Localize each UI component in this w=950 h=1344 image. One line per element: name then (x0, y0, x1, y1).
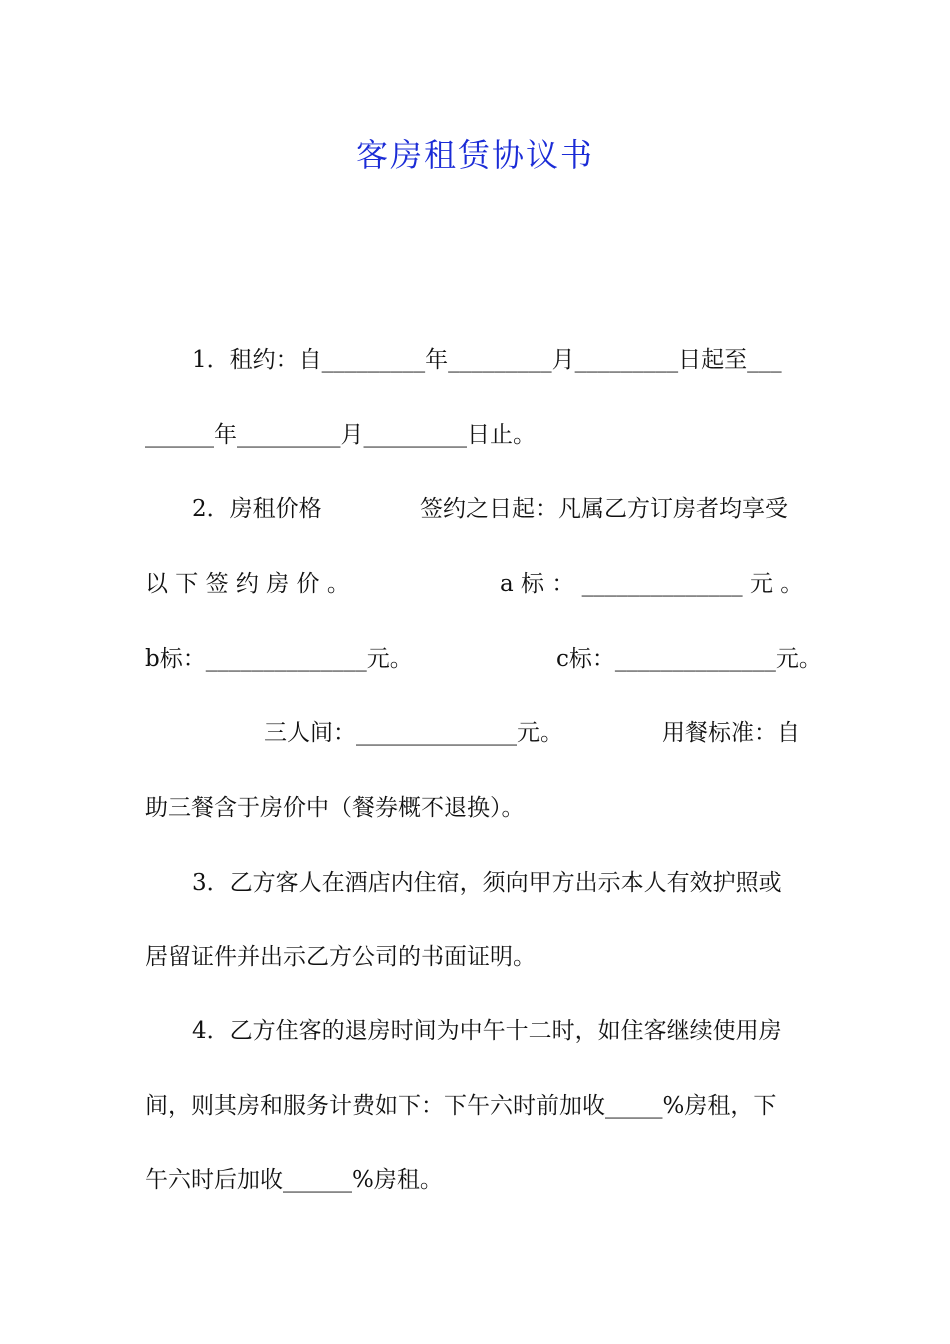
clause-4-line-3: 午六时后加收______%房租。 (145, 1167, 443, 1193)
clause-2-price-triple: 三人间：______________元。 (264, 720, 563, 746)
clause-3-line-2: 居留证件并出示乙方公司的书面证明。 (145, 944, 536, 970)
clause-2-line-2-left: 以 下 签 约 房 价 。 (145, 571, 350, 597)
clause-1-line-1: 1．租约：自_________年_________月_________日起至___ (192, 347, 782, 373)
clause-2-price-b: b标：______________元。 (145, 646, 413, 672)
clause-4-line-2: 间，则其房和服务计费如下：下午六时前加收_____%房租，下 (145, 1093, 777, 1119)
clause-2-price-c: c标：______________元。 (556, 646, 822, 672)
clause-2-line-1: 签约之日起：凡属乙方订房者均享受 (420, 496, 788, 522)
clause-2-meal-detail: 助三餐含于房价中（餐券概不退换）。 (145, 795, 525, 821)
clause-2-meal-label: 用餐标准：自 (662, 720, 800, 746)
clause-4-line-1: 4．乙方住客的退房时间为中午十二时，如住客继续使用房 (192, 1018, 782, 1044)
clause-1-line-2: ______年_________月_________日止。 (145, 422, 536, 448)
clause-2-price-a: a 标 ： ______________ 元 。 (500, 571, 804, 597)
clause-2-heading: 2．房租价格 (192, 496, 322, 522)
clause-3-line-1: 3．乙方客人在酒店内住宿，须向甲方出示本人有效护照或 (192, 870, 782, 896)
document-title: 客房租赁协议书 (355, 136, 594, 174)
